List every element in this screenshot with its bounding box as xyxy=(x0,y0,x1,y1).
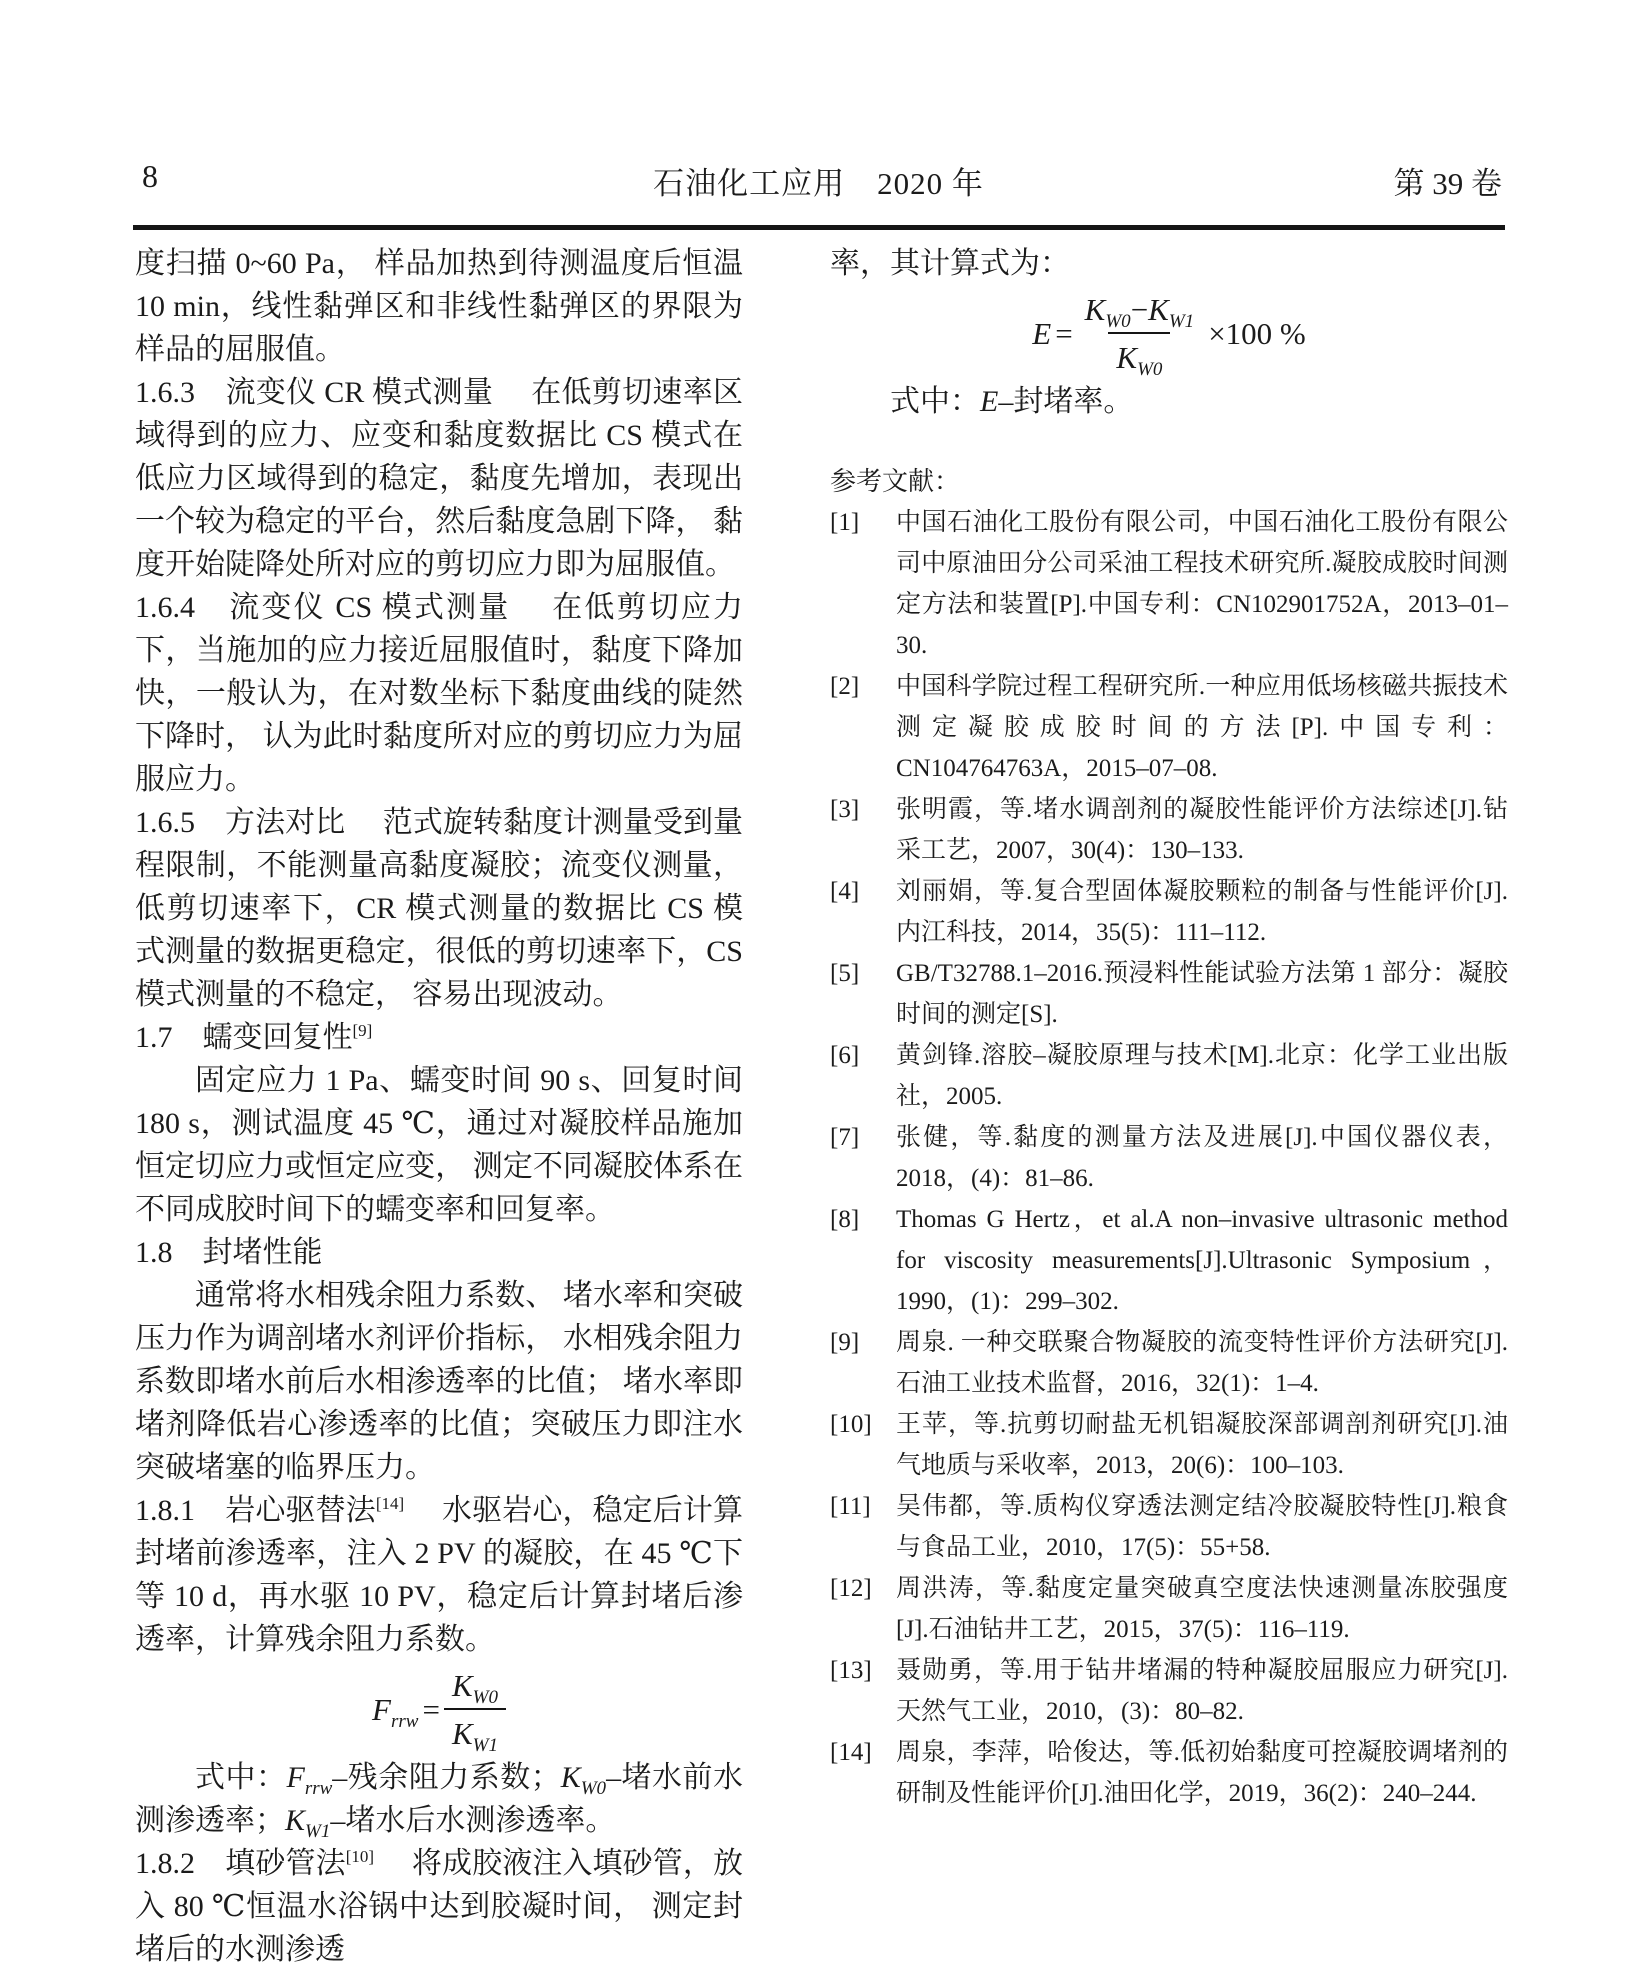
reference-number: [8] xyxy=(830,1206,860,1233)
fraction-numerator: $K_{W0}-K_{W1}$ xyxy=(1084,292,1195,333)
paragraph-creep: 固定应力 1 Pa、蠕变时间 90 s、回复时间 180 s，测试温度 45 ℃，通过对凝胶样品施加恒定切应力或恒定应变， 测定不同凝胶体系在不同成胶时间下的蠕变率和回复率。 xyxy=(135,1064,743,1226)
section-1-8-2 xyxy=(135,1842,743,1971)
formula-residual-resistance-factor xyxy=(135,1668,743,1757)
fraction-denominator: $K_{W1}$ xyxy=(444,1708,506,1749)
body-text: 水驱岩心，稳定后计算封堵前渗透率，注入 2 PV 的凝胶，在 45 ℃下等 10 d，再水驱 10 PV，稳定后计算封堵后渗透率，计算残余阻力系数。 xyxy=(135,1494,744,1656)
reference-text: 张明霞，等.堵水调剖剂的凝胶性能评价方法综述[J].钻采工艺，2007，30(4)：130–133. xyxy=(896,796,1508,864)
left-column xyxy=(135,242,743,1971)
reference-item xyxy=(830,1117,1508,1199)
reference-item xyxy=(830,789,1508,871)
body-text: 将成胶液注入填砂管，放入 80 ℃恒温水浴锅中达到胶凝时间， 测定封堵后的水测渗透 xyxy=(135,1847,744,1966)
reference-item xyxy=(830,1732,1508,1814)
reference-text: 中国石油化工股份有限公司，中国石油化工股份有限公司中原油田分公司采油工程技术研究所.凝胶成胶时间测定方法和装置[P].中国专利：CN102901752A，2013–01–30. xyxy=(896,509,1508,659)
reference-text: 聂勋勇，等.用于钻井堵漏的特种凝胶屈服应力研究[J].天然气工业，2010，(3)：80–82. xyxy=(896,1657,1508,1725)
section-1-8-1 xyxy=(135,1489,743,1661)
reference-number: [13] xyxy=(830,1657,872,1684)
reference-text: 刘丽娟，等.复合型固体凝胶颗粒的制备与性能评价[J].内江科技，2014，35(5)：111–112. xyxy=(896,878,1508,946)
reference-text: GB/T32788.1–2016.预浸料性能试验方法第 1 部分：凝胶时间的测定[S]. xyxy=(896,960,1508,1028)
reference-item xyxy=(830,1650,1508,1732)
paragraph-continuation-right: 率，其计算式为： xyxy=(830,247,1070,280)
reference-item xyxy=(830,1486,1508,1568)
reference-text: 周泉，李萍，哈俊达，等.低初始黏度可控凝胶调堵剂的研制及性能评价[J].油田化学，2019，36(2)：240–244. xyxy=(896,1739,1508,1807)
reference-text: 王苹，等.抗剪切耐盐无机铝凝胶深部调剖剂研究[J].油气地质与采收率，2013，20(6)：100–103. xyxy=(896,1411,1508,1479)
heading-text: 1.8.1 岩心驱替法 xyxy=(135,1494,376,1527)
section-heading-1-7 xyxy=(135,1016,743,1059)
citation-superscript: [9] xyxy=(352,1021,373,1040)
reference-item xyxy=(830,1322,1508,1404)
formula-lhs: $F_{rrw}$ xyxy=(372,1692,419,1733)
page-number: 8 xyxy=(142,158,158,194)
references-heading: 参考文献： xyxy=(830,467,961,496)
reference-item xyxy=(830,953,1508,1035)
equals-sign: = xyxy=(1055,316,1073,351)
references-list xyxy=(830,502,1508,1814)
reference-number: [1] xyxy=(830,509,860,536)
reference-number: [5] xyxy=(830,960,860,987)
reference-item xyxy=(830,1035,1508,1117)
formula-plugging-rate xyxy=(830,292,1508,381)
reference-item xyxy=(830,1404,1508,1486)
reference-number: [2] xyxy=(830,673,860,700)
reference-number: [12] xyxy=(830,1575,872,1602)
reference-text: 中国科学院过程工程研究所.一种应用低场核磁共振技术测定凝胶成胶时间的方法[P].中国专利：CN104764763A，2015–07–08. xyxy=(896,673,1508,782)
reference-text: 吴伟都，等.质构仪穿透法测定结冷胶凝胶特性[J].粮食与食品工业，2010，17(5)：55+58. xyxy=(896,1493,1508,1561)
reference-number: [14] xyxy=(830,1739,872,1766)
reference-text: 周泉. 一种交联聚合物凝胶的流变特性评价方法研究[J].石油工业技术监督，2016，32(1)：1–4. xyxy=(896,1329,1508,1397)
reference-item xyxy=(830,1568,1508,1650)
equals-sign: = xyxy=(422,1692,440,1727)
reference-number: [4] xyxy=(830,878,860,905)
citation-superscript: [10] xyxy=(345,1847,375,1866)
section-heading-1-8: 1.8 封堵性能 xyxy=(135,1236,323,1269)
reference-item xyxy=(830,502,1508,666)
fraction xyxy=(444,1668,506,1757)
times-100-percent: ×100 % xyxy=(1208,316,1306,351)
heading-text: 1.7 蠕变回复性 xyxy=(135,1021,353,1054)
reference-number: [7] xyxy=(830,1124,860,1151)
paragraph-continuation: 度扫描 0~60 Pa， 样品加热到待测温度后恒温 10 min，线性黏弹区和非线性黏弹区的界限为样品的屈服值。 xyxy=(135,247,743,366)
formula-legend-e: 式中：E–封堵率。 xyxy=(890,385,1134,418)
citation-superscript: [14] xyxy=(375,1494,405,1513)
reference-text: 张健，等.黏度的测量方法及进展[J].中国仪器仪表，2018，(4)：81–86. xyxy=(896,1124,1508,1192)
formula-lhs: E xyxy=(1032,316,1052,351)
volume-label: 第 39 卷 xyxy=(1393,166,1502,201)
reference-number: [3] xyxy=(830,796,860,823)
reference-item xyxy=(830,1199,1508,1322)
fraction xyxy=(1077,292,1203,381)
heading-text: 1.8.2 填砂管法 xyxy=(135,1847,346,1880)
journal-header: 石油化工应用 2020 年 xyxy=(653,166,984,201)
header-rule xyxy=(133,225,1505,230)
formula-legend-frrw: 式中：$F_{rrw}-$残余阻力系数；$K_{W0}-$堵水前水测渗透率；$K_{W1}-$堵水后水测渗透率。 xyxy=(135,1761,744,1842)
section-1-6-4: 1.6.4 流变仪 CS 模式测量 在低剪切应力下，当施加的应力接近屈服值时，黏度下降加快，一般认为，在对数坐标下黏度曲线的陡然下降时， 认为此时黏度所对应的剪切应力为屈服应力。 xyxy=(135,591,743,796)
reference-number: [11] xyxy=(830,1493,871,1520)
section-1-6-5: 1.6.5 方法对比 范式旋转黏度计测量受到量程限制，不能测量高黏度凝胶；流变仪测量，低剪切速率下，CR 模式测量的数据比 CS 模式测量的数据更稳定，很低的剪切速率下，CS 模式测量的不稳定， 容易出现波动。 xyxy=(135,806,743,1011)
reference-text: Thomas G Hertz，et al.A non–invasive ultrasonic method for viscosity measurements[J].Ultrasonic Symposium，1990，(1)：299–302. xyxy=(896,1206,1508,1315)
reference-item xyxy=(830,666,1508,789)
reference-number: [6] xyxy=(830,1042,860,1069)
fraction-denominator: $K_{W0}$ xyxy=(1108,332,1170,373)
fraction-numerator: $K_{W0}$ xyxy=(451,1668,498,1709)
section-1-6-3: 1.6.3 流变仪 CR 模式测量 在低剪切速率区域得到的应力、应变和黏度数据比 CS 模式在低应力区域得到的稳定，黏度先增加，表现出一个较为稳定的平台，然后黏度急剧下降， 黏度开始陡降处所对应的剪切应力即为屈服值。 xyxy=(135,376,743,581)
paragraph-plugging-intro: 通常将水相残余阻力系数、 堵水率和突破压力作为调剖堵水剂评价指标， 水相残余阻力系数即堵水前后水相渗透率的比值； 堵水率即堵剂降低岩心渗透率的比值；突破压力即注水突破堵塞的临界压力。 xyxy=(135,1279,743,1484)
right-column xyxy=(830,242,1508,1814)
reference-item xyxy=(830,871,1508,953)
reference-number: [9] xyxy=(830,1329,860,1356)
reference-text: 黄剑锋.溶胶–凝胶原理与技术[M].北京：化学工业出版社，2005. xyxy=(896,1042,1508,1110)
reference-text: 周洪涛，等.黏度定量突破真空度法快速测量冻胶强度[J].石油钻井工艺，2015，37(5)：116–119. xyxy=(896,1575,1508,1643)
reference-number: [10] xyxy=(830,1411,872,1438)
